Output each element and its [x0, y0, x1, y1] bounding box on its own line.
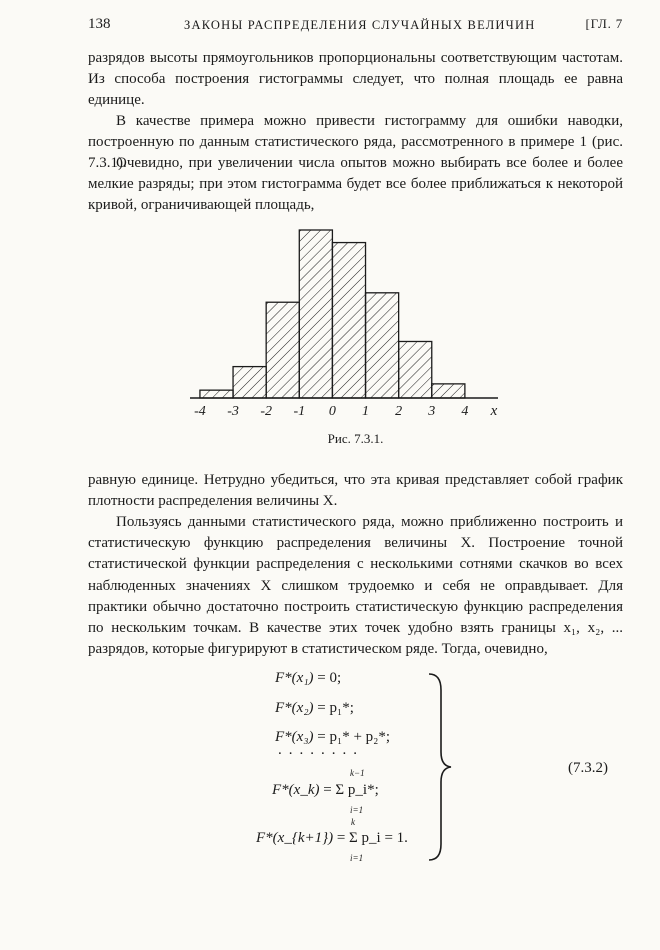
x-tick-label-0: -4: [194, 404, 206, 419]
eq-line-5-lower-limit: i=1: [350, 853, 364, 863]
histogram-bar-1: [233, 367, 266, 398]
eq-line-4-upper-limit: k−1: [350, 768, 365, 778]
eq-line-2: F*(x₂) = p₁*;: [275, 700, 354, 716]
x-tick-label-7: 3: [428, 404, 436, 419]
eq-line-4: F*(x_k) = Σ p_i*;: [272, 782, 379, 798]
x-tick-label-4: 0: [328, 404, 336, 419]
page-number: 138: [88, 16, 111, 32]
histogram-bar-2: [266, 302, 299, 398]
histogram-bar-3: [299, 230, 332, 398]
x-tick-label-1: -3: [227, 404, 239, 419]
paragraph-1: разрядов высоты прямоугольников пропорциональны соответствующим частотам. Из способа построения гистограммы следует, что полная площадь ее равна единице.: [88, 50, 623, 109]
histogram-bar-0: [200, 390, 233, 398]
running-header: [88, 16, 623, 38]
x-tick-label-2: -2: [260, 404, 273, 419]
running-title: ЗАКОНЫ РАСПРЕДЕЛЕНИЯ СЛУЧАЙНЫХ ВЕЛИЧИН: [184, 18, 536, 32]
histogram-figure: [180, 222, 520, 422]
histogram-bar-7: [432, 384, 465, 398]
figure-caption: Рис. 7.3.1.: [327, 431, 384, 446]
x-tick-label-5: 1: [362, 404, 370, 419]
paragraph-3: Очевидно, при увеличении числа опытов можно выбирать все более и более мелкие разряды; при этом гистограмма будет все более приближаться к некоторой кривой, ограничивающей площадь,: [88, 155, 623, 214]
right-brace: [425, 672, 455, 862]
chapter-label: [ГЛ. 7: [585, 16, 623, 31]
x-tick-label-3: -1: [293, 404, 306, 419]
histogram-bar-4: [332, 243, 365, 398]
x-axis-label: x: [490, 403, 498, 419]
paragraph-4: равную единице. Нетрудно убедиться, что эта кривая представляет собой график плотности распределения величины X.: [88, 472, 623, 510]
histogram-bar-6: [399, 341, 432, 398]
paragraph-2: В качестве примера можно привести гистограмму для ошибки наводки, построенную по данным статистического ряда, рассмотренного в примере 1 (рис. 7.3.1).: [88, 113, 623, 172]
eq-line-5-upper-limit: k: [351, 817, 355, 827]
eq-line-5: F*(x_{k+1}) = Σ p_i = 1.: [256, 830, 408, 846]
paragraph-5: Пользуясь данными статистического ряда, можно приближенно построить и статистическую функцию распределения величины X. Построение точной статистической функции распределения с несколькими сотнями скачков во всех наблюденных значениях X слишком трудоемко и себя не оправдывает. Для практики обычно достаточно построить статистическую функцию распределения по нескольким точкам. В качестве этих точек удобно взять границы x₁, x₂, ... разрядов, которые фигурируют в статистическом ряде. Тогда, очевидно,: [88, 514, 623, 658]
eq-line-1: F*(x₁) = 0;: [275, 670, 342, 686]
eq-line-4-lower-limit: i=1: [350, 805, 364, 815]
x-tick-label-8: 4: [461, 404, 469, 419]
equation-number: (7.3.2): [568, 760, 608, 776]
eq-line-3: F*(x₃) = p₁* + p₂*;: [275, 729, 391, 745]
eq-ellipsis-row: ........: [278, 742, 364, 758]
x-tick-label-6: 2: [395, 404, 403, 419]
histogram-bar-5: [366, 293, 399, 398]
